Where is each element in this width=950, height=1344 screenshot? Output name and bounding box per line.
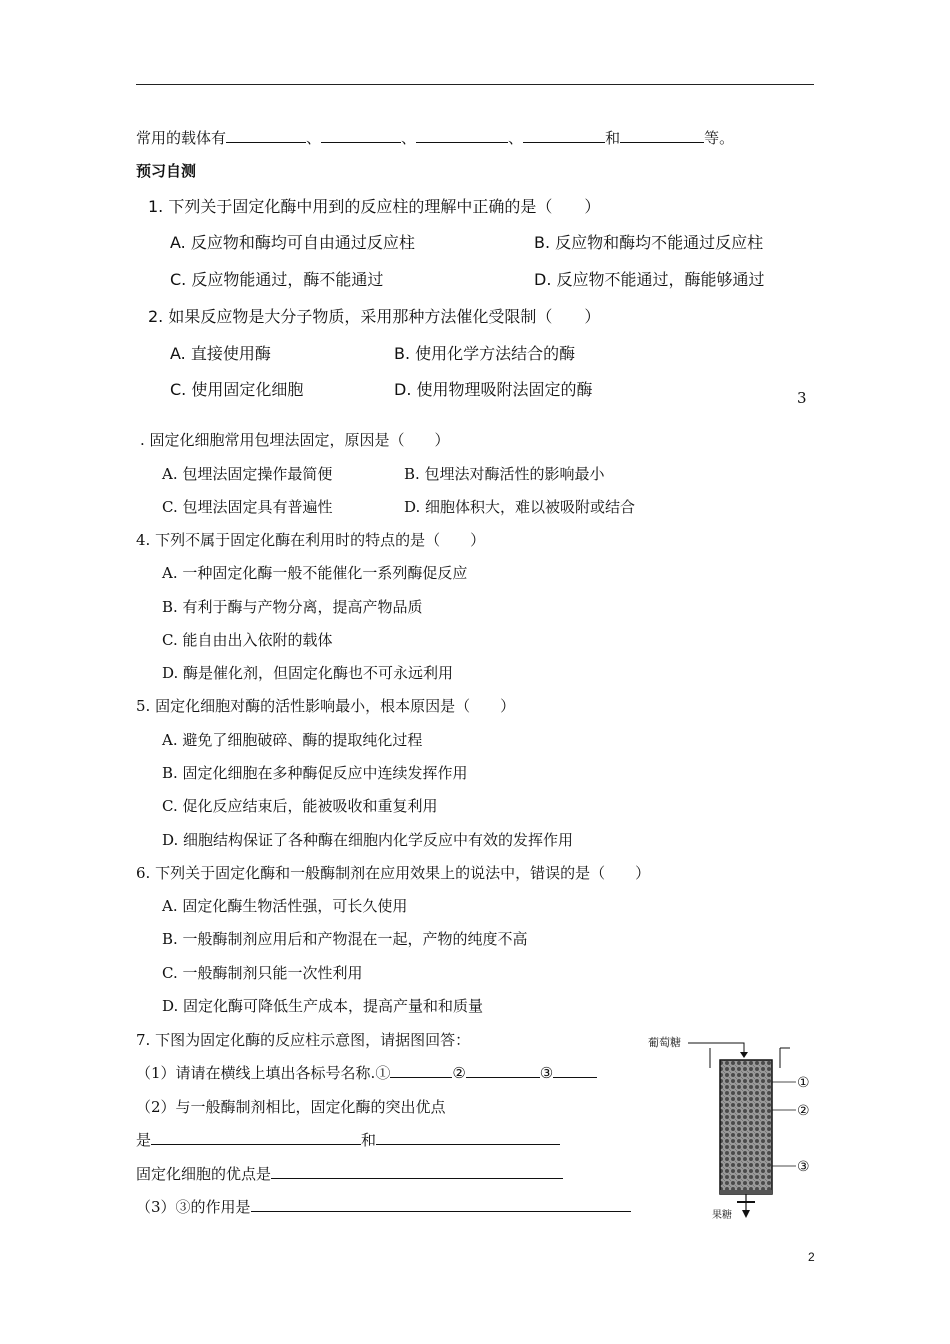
carriers-line: 常用的载体有 、 、 、 和 等。: [136, 129, 735, 147]
question-2-option-b: B. 使用化学方法结合的酶: [394, 344, 576, 363]
blank: [321, 128, 401, 143]
column-screen: [720, 1190, 772, 1194]
question-5-option-b: B. 固定化细胞在多种酶促反应中连续发挥作用: [162, 764, 468, 782]
blank: [466, 1063, 540, 1078]
question-7-stem: 7. 下图为固定化酶的反应柱示意图，请据图回答：: [136, 1031, 471, 1049]
figure-top-label: 葡萄糖: [648, 1036, 681, 1049]
question-6-option-b: B. 一般酶制剂应用后和产物混在一起，产物的纯度不高: [162, 930, 528, 948]
question-7-part-3: （3）③的作用是: [136, 1197, 631, 1217]
question-1-stem: 1. 下列关于固定化酶中用到的反应柱的理解中正确的是（ ）: [148, 197, 601, 216]
question-3-option-a: A. 包埋法固定操作最简便: [162, 465, 333, 483]
page-number: 2: [808, 1250, 815, 1264]
section-title: 预习自测: [136, 162, 197, 180]
question-6-option-c: C. 一般酶制剂只能一次性利用: [162, 964, 363, 982]
blank: [416, 128, 508, 143]
blank: [151, 1130, 361, 1145]
question-6-option-d: D. 固定化酶可降低生产成本，提高产量和和质量: [162, 997, 484, 1015]
question-1-option-a: A. 反应物和酶均可自由通过反应柱: [170, 233, 415, 252]
blank: [376, 1130, 560, 1145]
blank: [523, 128, 605, 143]
question-5-option-d: D. 细胞结构保证了各种酶在细胞内化学反应中有效的发挥作用: [162, 831, 574, 849]
question-4-option-b: B. 有利于酶与产物分离，提高产物品质: [162, 598, 423, 616]
figure-marker-3: ③: [797, 1159, 810, 1175]
question-7-part-1: （1）请请在横线上填出各标号名称.① ② ③: [136, 1063, 597, 1083]
question-3-option-b: B. 包埋法对酶活性的影响最小: [404, 465, 605, 483]
question-4-option-a: A. 一种固定化酶一般不能催化一系列酶促反应: [162, 564, 468, 582]
outlet-arrow-icon: [742, 1210, 750, 1218]
question-1-option-d: D. 反应物不能通过，酶能够通过: [534, 270, 765, 289]
question-6-stem: 6. 下列关于固定化酶和一般酶制剂在应用效果上的说法中，错误的是（ ）: [136, 864, 651, 882]
question-7-part-2-answer: 是 和: [136, 1130, 560, 1150]
question-1-option-b: B. 反应物和酶均不能通过反应柱: [534, 233, 764, 252]
question-3-option-d: D. 细胞体积大，难以被吸附或结合: [404, 498, 636, 516]
question-2-option-a: A. 直接使用酶: [170, 344, 271, 363]
question-6-option-a: A. 固定化酶生物活性强，可长久使用: [162, 897, 408, 915]
blank: [251, 1197, 631, 1212]
header-rule: [136, 84, 814, 85]
question-5-stem: 5. 固定化细胞对酶的活性影响最小，根本原因是（ ）: [136, 697, 516, 715]
blank: [620, 128, 704, 143]
question-4-option-c: C. 能自由出入依附的载体: [162, 631, 333, 649]
question-2-stem: 2. 如果反应物是大分子物质，采用那种方法催化受限制（ ）: [148, 307, 601, 326]
question-3-stem: . 固定化细胞常用包埋法固定，原因是（ ）: [140, 431, 450, 449]
question-5-option-a: A. 避免了细胞破碎、酶的提取纯化过程: [162, 731, 423, 749]
question-1-option-c: C. 反应物能通过，酶不能通过: [170, 270, 384, 289]
inlet-line: [688, 1043, 744, 1056]
blank: [226, 128, 306, 143]
question-7-part-2: （2）与一般酶制剂相比，固定化酶的突出优点: [136, 1098, 446, 1116]
question-3-option-c: C. 包埋法固定具有普遍性: [162, 498, 333, 516]
column-packing: [720, 1060, 772, 1194]
question-3-number: 3: [797, 389, 807, 407]
question-2-option-d: D. 使用物理吸附法固定的酶: [394, 380, 593, 399]
question-4-option-d: D. 酶是催化剂，但固定化酶也不可永远利用: [162, 664, 454, 682]
blank: [390, 1063, 452, 1078]
blank: [271, 1164, 563, 1179]
question-4-stem: 4. 下列不属于固定化酶在利用时的特点的是（ ）: [136, 531, 486, 549]
question-2-option-c: C. 使用固定化细胞: [170, 380, 304, 399]
figure-marker-2: ②: [797, 1103, 810, 1119]
inlet-arrow-icon: [740, 1052, 748, 1058]
figure-bottom-label: 果糖: [712, 1210, 732, 1221]
question-5-option-c: C. 促化反应结束后，能被吸收和重复利用: [162, 797, 438, 815]
blank: [553, 1063, 597, 1078]
question-7-cell-advantage: 固定化细胞的优点是: [136, 1164, 563, 1184]
figure-marker-1: ①: [797, 1075, 810, 1091]
reaction-column-figure: [640, 1030, 840, 1225]
